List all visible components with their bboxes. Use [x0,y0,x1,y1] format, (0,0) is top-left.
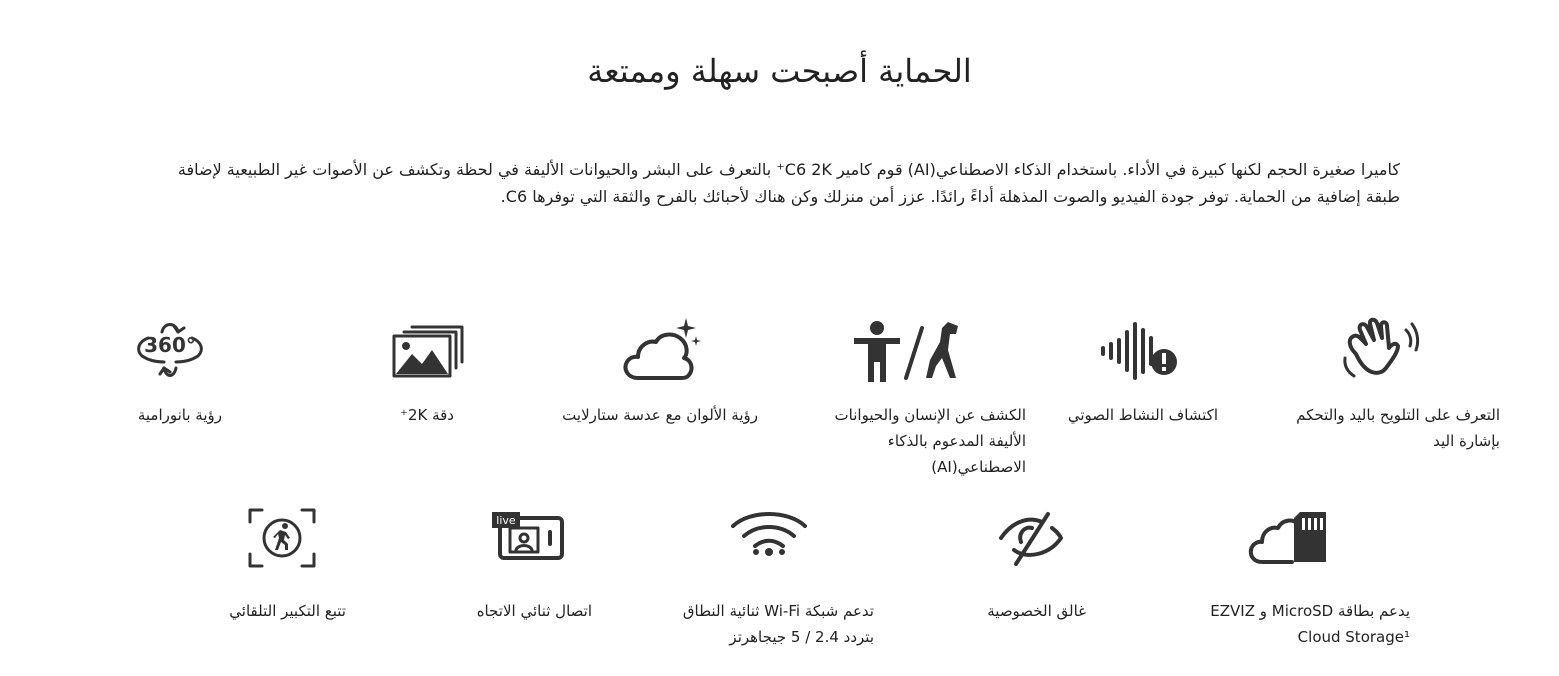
feature-label: غالق الخصوصية [987,602,1086,620]
starlight-cloud-icon [622,318,702,384]
feature-label: رؤية بانورامية [137,406,222,424]
live-call-icon [490,510,566,562]
waving-hand-icon [1340,318,1420,382]
feature-label: الكشف عن الإنسان والحيوانات الأليفة المدعوم بالذكاء الاصطناعي(AI) [834,406,1026,476]
feature-label: تتبع التكبير التلقائي [229,602,346,620]
live-text: live [496,514,516,527]
image-stack-icon [392,324,464,378]
cloud-sd-card-icon [1248,510,1328,566]
wifi-icon [730,512,808,556]
feature-label: اكتشاف النشاط الصوتي [1067,406,1218,424]
feature-label: رؤية الألوان مع عدسة ستارلايت [562,406,758,424]
description-text: كاميرا صغيرة الحجم لكنها كبيرة في الأداء. باستخدام الذكاء الاصطناعي(AI) قوم كامير C6 2K⁺ بالتعرف على البشر والحيوانات الأليفة في لحظة وتكشف عن الأصوات غير الطبيعية لإضافة طبقة إضافية من الحماية. توفر جودة الفيديو والصوت المذهلة أداءً رائدًا. عزز أمن منزلك وكن هناك لأحبائك بالفرح والثقة التي توفرها C6. [177,160,1400,206]
sound-detection-icon [1098,320,1182,382]
auto-zoom-tracking-icon [248,508,316,568]
feature-label: تدعم شبكة Wi-Fi ثنائية النطاق بتردد 2.4 / 5 جيجاهرتز [682,602,874,646]
page-title: الحماية أصبحت سهلة وممتعة [587,52,972,90]
feature-label: اتصال ثنائي الاتجاه [476,602,592,620]
feature-label: دقة 2K⁺ [400,406,454,424]
panorama-text: 360° [144,333,196,357]
human-pet-detection-icon [852,320,968,382]
panorama-360-icon [134,316,206,386]
eye-slash-icon [998,510,1064,566]
feature-label: يدعم بطاقة MicroSD و EZVIZ Cloud Storage¹ [1210,602,1410,646]
feature-label: التعرف على التلويح باليد والتحكم بإشارة اليد [1296,406,1500,450]
